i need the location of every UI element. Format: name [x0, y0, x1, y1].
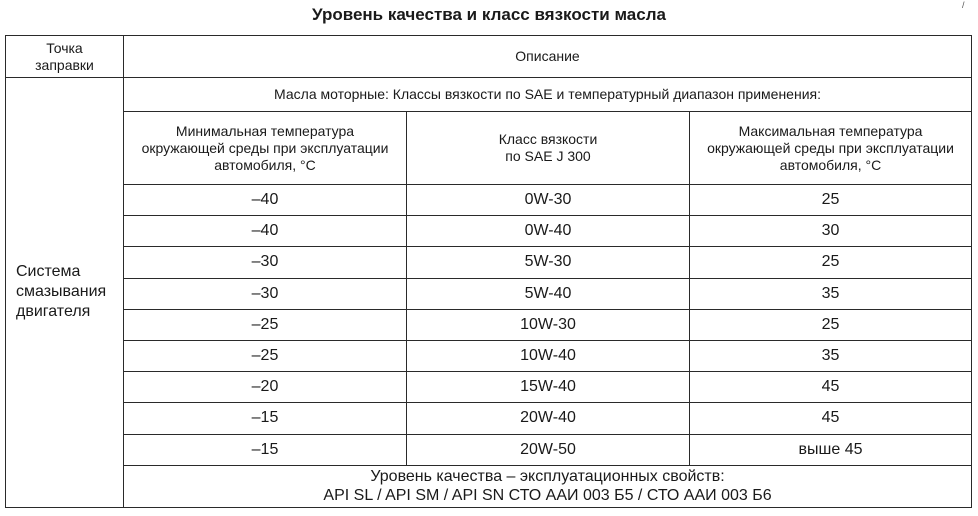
cell-max-temp: 30 [690, 216, 972, 247]
cell-viscosity-class: 20W-50 [407, 434, 690, 465]
column-header-row [6, 112, 972, 185]
cell-max-temp: 25 [690, 247, 972, 278]
table-row [6, 278, 972, 309]
cell-max-temp: 45 [690, 403, 972, 434]
cell-max-temp: 45 [690, 372, 972, 403]
table-row [6, 434, 972, 465]
cell-min-temp: –15 [124, 403, 407, 434]
cell-viscosity-class: 10W-30 [407, 309, 690, 340]
header-description: Описание [124, 36, 972, 78]
cell-max-temp: 35 [690, 278, 972, 309]
cell-min-temp: –40 [124, 185, 407, 216]
col-max-temp: Максимальная температура окружающей среды при эксплуатации автомобиля, °С [690, 112, 972, 185]
table-row [6, 403, 972, 434]
col-viscosity: Класс вязкости по SAE J 300 [407, 112, 690, 185]
cell-max-temp: 35 [690, 340, 972, 371]
system-cell: Система смазывания двигателя [6, 78, 124, 508]
cell-min-temp: –40 [124, 216, 407, 247]
cell-viscosity-class: 0W-40 [407, 216, 690, 247]
cell-viscosity-class: 15W-40 [407, 372, 690, 403]
cell-min-temp: –30 [124, 247, 407, 278]
section-row [6, 78, 972, 112]
cell-viscosity-class: 10W-40 [407, 340, 690, 371]
oil-viscosity-table [5, 35, 972, 508]
footer-row [6, 465, 972, 507]
table-row [6, 185, 972, 216]
table-row [6, 309, 972, 340]
cell-max-temp: 25 [690, 185, 972, 216]
cell-min-temp: –20 [124, 372, 407, 403]
quality-level-cell [124, 465, 972, 507]
section-title: Масла моторные: Классы вязкости по SAE и температурный диапазон применения: [124, 78, 972, 112]
cell-min-temp: –30 [124, 278, 407, 309]
table-row [6, 216, 972, 247]
header-row [6, 36, 972, 78]
table-row [6, 340, 972, 371]
cell-viscosity-class: 5W-30 [407, 247, 690, 278]
cell-viscosity-class: 0W-30 [407, 185, 690, 216]
table-row [6, 247, 972, 278]
cell-viscosity-class: 20W-40 [407, 403, 690, 434]
cell-max-temp: выше 45 [690, 434, 972, 465]
quality-level-standards: API SL / API SM / API SN СТО ААИ 003 Б5 / СТО ААИ 003 Б6 [323, 487, 772, 505]
table-row [6, 372, 972, 403]
header-point: Точка заправки [6, 36, 124, 78]
cell-max-temp: 25 [690, 309, 972, 340]
cell-viscosity-class: 5W-40 [407, 278, 690, 309]
col-min-temp: Минимальная температура окружающей среды при эксплуатации автомобиля, °С [124, 112, 407, 185]
page-title: Уровень качества и класс вязкости масла [312, 5, 666, 24]
cell-min-temp: –15 [124, 434, 407, 465]
cell-min-temp: –25 [124, 309, 407, 340]
quality-level-label: Уровень качества – эксплуатационных свойств: [370, 468, 725, 486]
corner-mark: / [962, 0, 965, 10]
cell-min-temp: –25 [124, 340, 407, 371]
